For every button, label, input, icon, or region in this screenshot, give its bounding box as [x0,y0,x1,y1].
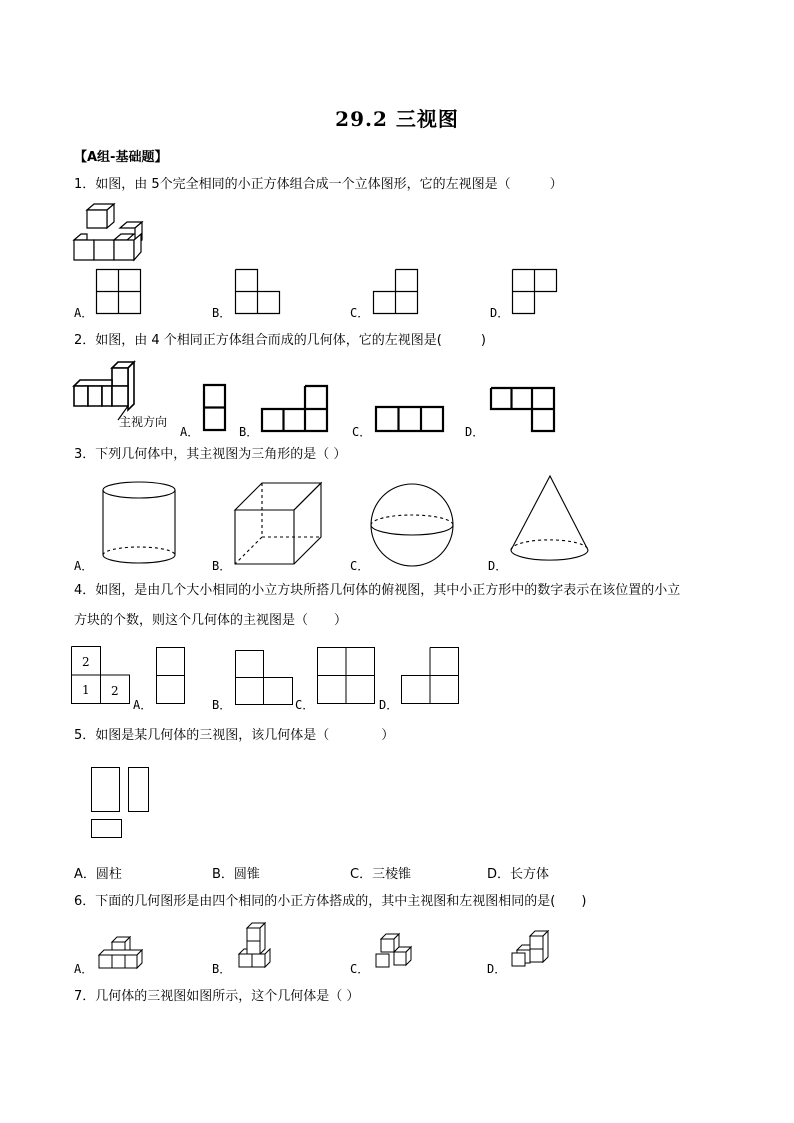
q6-option-c-figure [374,932,416,970]
grid-cell-number: 2 [82,655,90,669]
q4-option-c-label[interactable]: C． [295,698,315,712]
q3-option-c-sphere [369,482,455,568]
q3-option-d-cone [509,474,591,564]
q3-option-c-label[interactable]: C． [350,559,370,573]
q3-option-d-label[interactable]: D． [488,559,508,573]
q6-option-d-label[interactable]: D． [487,962,507,976]
q5-option-c[interactable]: C．三棱锥 [350,867,412,882]
q2-option-b-figure [261,385,329,433]
q2-option-c-figure [375,406,445,433]
q1-solid-figure [72,202,152,262]
q4-option-b-figure [235,650,295,706]
q4-option-c-figure [317,647,377,705]
page-title: 29.2 三视图 [335,107,459,131]
q4-option-a-figure [156,647,186,705]
q5-three-views [90,766,152,840]
q1-option-c-figure [373,269,419,315]
question-4-text-line1: 4．如图，是由几个大小相同的小立方块所搭几何体的俯视图，其中小正方形中的数字表示在该位置的小立 [74,583,681,598]
question-3-text: 3．下列几何体中，其主视图为三角形的是（ ） [74,447,347,462]
q3-option-b-cube [234,482,324,566]
q1-option-d-label[interactable]: D． [490,306,510,320]
q6-option-b-label[interactable]: B． [212,962,232,976]
q3-option-a-cylinder [101,481,179,567]
q6-option-c-label[interactable]: C． [350,962,370,976]
q2-option-b-label[interactable]: B． [239,425,259,439]
q1-option-c-label[interactable]: C． [350,306,370,320]
q2-option-a-label[interactable]: A． [180,425,200,439]
q1-option-a-figure [96,269,142,315]
q5-option-a[interactable]: A．圆柱 [74,867,122,882]
question-6-text: 6．下面的几何图形是由四个相同的小正方体搭成的，其中主视图和左视图相同的是( ) [74,894,587,909]
grid-cell-number: 2 [111,684,119,698]
q4-option-d-label[interactable]: D． [379,698,399,712]
question-4-text-line2: 方块的个数，则这个几何体的主视图是（ ） [74,613,348,628]
q6-option-d-figure [511,930,553,970]
q4-top-view-grid [71,646,133,704]
q2-option-c-label[interactable]: C． [352,425,372,439]
q6-option-a-label[interactable]: A． [74,962,94,976]
q1-option-b-label[interactable]: B． [212,306,232,320]
q2-option-a-figure [203,384,227,432]
q1-option-a-label[interactable]: A． [74,306,94,320]
q2-direction-label: 主视方向 [119,415,168,429]
q4-option-a-label[interactable]: A． [133,698,153,712]
q6-option-b-figure [238,922,274,970]
question-1-text: 1．如图，由 5个完全相同的小正方体组合成一个立体图形，它的左视图是（ ） [74,177,563,192]
q5-option-d[interactable]: D．长方体 [487,867,550,882]
grid-cell-number: 1 [82,683,90,697]
q2-option-d-label[interactable]: D． [465,425,485,439]
q1-option-b-figure [235,269,281,315]
q3-option-a-label[interactable]: A． [74,559,94,573]
q2-option-d-figure [490,387,556,433]
q4-option-d-figure [401,647,461,705]
section-heading: 【A组-基础题】 [74,150,168,165]
question-2-text: 2．如图，由 4 个相同正方体组合而成的几何体，它的左视图是( ) [74,333,486,348]
q4-option-b-label[interactable]: B． [212,698,232,712]
q3-option-b-label[interactable]: B． [212,559,232,573]
q6-option-a-figure [98,934,150,970]
q5-option-b[interactable]: B．圆锥 [212,867,260,882]
question-7-text: 7．几何体的三视图如图所示，这个几何体是（ ） [74,989,360,1004]
question-5-text: 5．如图是某几何体的三视图，该几何体是（ ） [74,728,395,743]
q1-option-d-figure [512,269,558,315]
